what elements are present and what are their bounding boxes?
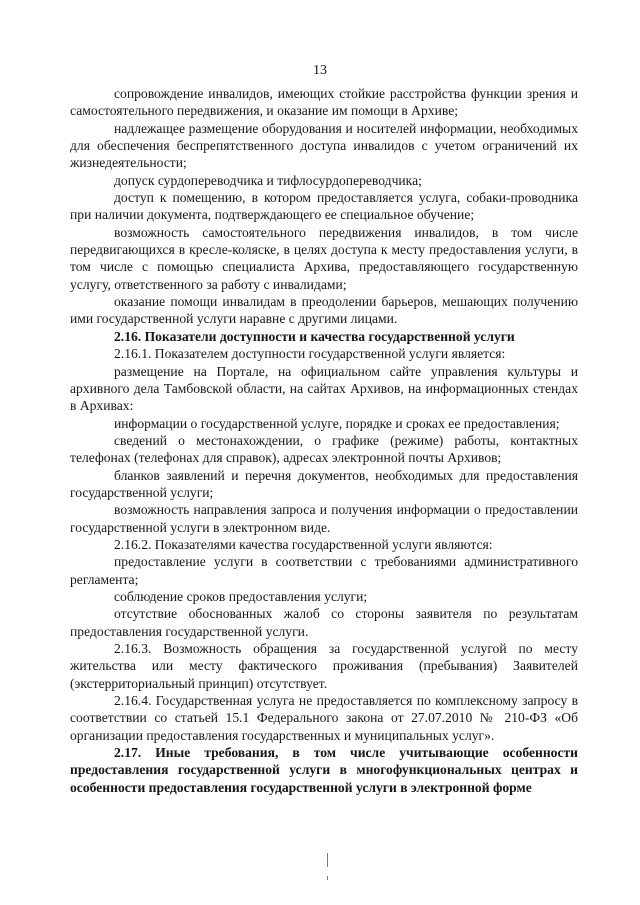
document-body (70, 85, 578, 796)
paragraph: 2.16.1. Показателем доступности государственной услуги является: (114, 346, 506, 362)
paragraph: оказание помощи инвалидам в преодолении барьеров, мешающих получению ими государственной услуги наравне с другими лицами. (70, 294, 578, 327)
paragraph: возможность направления запроса и получения информации о предоставлении государственной услуги в электронном виде. (70, 502, 578, 535)
paragraph: размещение на Портале, на официальном сайте управления культуры и архивного дела Тамбовской области, на сайтах Архивов, на информационных стендах в Архивах: (70, 363, 578, 414)
paragraph: сопровождение инвалидов, имеющих стойкие расстройства функции зрения и самостоятельного передвижения, и оказание им помощи в Архиве; (70, 86, 578, 119)
paragraph: 2.16.3. Возможность обращения за государственной услугой по месту жительства или месту фактического проживания (пребывания) Заявителей (экстерриториальный принцип) отсутствует. (70, 641, 578, 691)
scan-artifact-mark (327, 876, 328, 880)
paragraph: информации о государственной услуге, порядке и сроках ее предоставления; (114, 415, 560, 431)
paragraph: отсутствие обоснованных жалоб со стороны заявителя по результатам предоставления государственной услуги. (70, 606, 578, 639)
paragraph: надлежащее размещение оборудования и носителей информации, необходимых для обеспечения беспрепятственного доступа инвалидов с учетом ограничений их жизнедеятельности; (70, 120, 578, 171)
paragraph: возможность самостоятельного передвижения инвалидов, в том числе передвигающихся в кресле-коляске, в целях доступа к месту предоставления услуги, в том числе с помощью специалиста Архива, предоставляющего государственную услугу, ответственного за работу с инвалидами; (70, 224, 578, 292)
scan-artifact-mark (327, 853, 328, 867)
paragraph: сведений о местонахождении, о графике (режиме) работы, контактных телефонах (телефонах для справок), адресах электронной почты Архивов; (70, 432, 578, 466)
page-number: 13 (313, 63, 327, 78)
paragraph: 2.16.4. Государственная услуга не предоставляется по комплексному запросу в соответствии со статьей 15.1 Федерального закона от 27.07.2010 № 210-ФЗ «Об организации предоставления государственных и муниципальных услуг». (70, 693, 578, 743)
paragraph: допуск сурдопереводчика и тифлосурдопереводчика; (114, 172, 422, 188)
paragraph: бланков заявлений и перечня документов, необходимых для предоставления государственной услуги; (70, 467, 578, 500)
section-heading: 2.16. Показатели доступности и качества государственной услуги (114, 328, 515, 344)
paragraph: 2.16.2. Показателями качества государственной услуги являются: (114, 536, 493, 552)
section-heading: 2.17. Иные требования, в том числе учитывающие особенности предоставления государственной услуги в многофункциональных центрах и особенности предоставления государственной услуги в электронной форме (70, 745, 578, 795)
paragraph: предоставление услуги в соответствии с требованиями административного регламента; (70, 554, 578, 587)
paragraph: доступ к помещению, в котором предоставляется услуга, собаки-проводника при наличии документа, подтверждающего ее специальное обучение; (70, 190, 578, 223)
paragraph: соблюдение сроков предоставления услуги; (114, 588, 368, 604)
